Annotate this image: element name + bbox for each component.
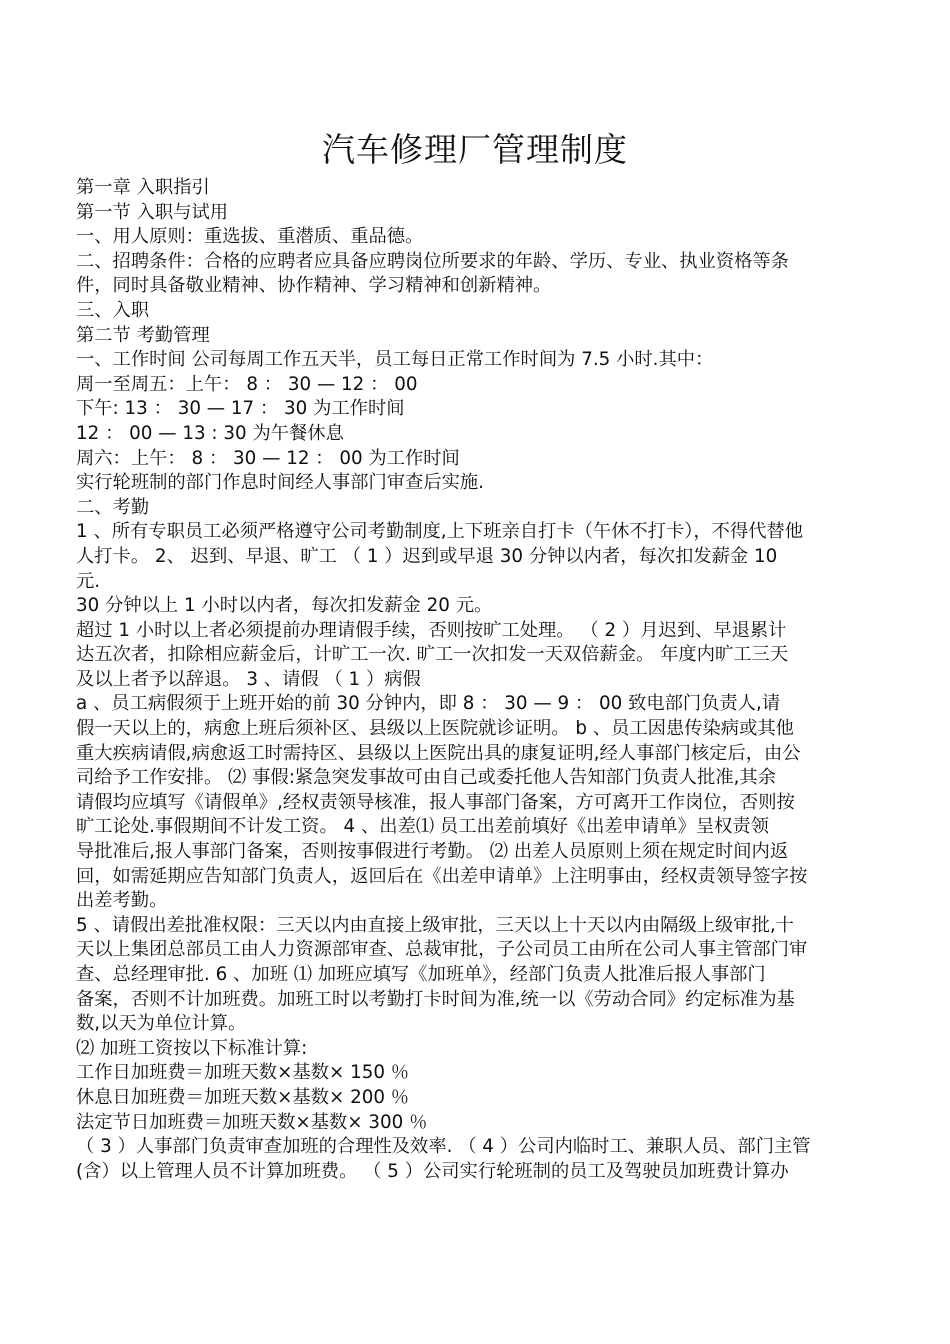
text-line: （ 3 ）人事部门负责审查加班的合理性及效率. （ 4 ）公司内临时工、兼职人员、部门主管 [76, 1136, 811, 1158]
text-line: 及以上者予以辞退。 3 、请假 （ 1 ）病假 [76, 668, 421, 690]
text-line: 旷工论处.事假期间不计发工资。 4 、出差⑴ 员工出差前填好《出差申请单》呈权责领 [76, 816, 769, 838]
text-line: 数,以天为单位计算。 [76, 1013, 247, 1035]
text-line: 二、考勤 [76, 496, 150, 518]
text-line: 实行轮班制的部门作息时间经人事部门审查后实施. [76, 472, 484, 494]
text-line: 重大疾病请假,病愈返工时需持区、县级以上医院出具的康复证明,经人事部门核定后，由公 [76, 742, 801, 764]
text-line: 一、用人原则：重选拔、重潜质、重品德。 [76, 226, 424, 248]
text-line: 第一节 入职与试用 [76, 201, 229, 223]
text-line: 法定节日加班费＝加班天数×基数× 300 ％ [76, 1111, 428, 1133]
text-line: 出差考勤。 [76, 890, 168, 912]
text-line: 一、工作时间 公司每周工作五天半，员工每日正常工作时间为 7.5 小时.其中： [76, 349, 714, 371]
text-line: 休息日加班费＝加班天数×基数× 200 ％ [76, 1086, 410, 1108]
text-line: 超过 1 小时以上者必须提前办理请假手续，否则按旷工处理。 （ 2 ）月迟到、早退累计 [76, 619, 787, 641]
text-line: 回，如需延期应告知部门负责人，返回后在《出差申请单》上注明事由，经权责领导签字按 [76, 865, 808, 887]
text-line: 第一章 入职指引 [76, 177, 210, 198]
text-line: 备案，否则不计加班费。加班工时以考勤打卡时间为准,统一以《劳动合同》约定标准为基 [76, 988, 795, 1010]
text-line: 三、入职 [76, 299, 150, 321]
text-line: 元. [76, 570, 101, 592]
text-line: 12 ： 00 — 13 : 30 为午餐休息 [76, 422, 344, 444]
text-line: (含）以上管理人员不计算加班费。 （ 5 ）公司实行轮班制的员工及驾驶员加班费计算办 [76, 1160, 789, 1182]
text-line: 二、招聘条件：合格的应聘者应具备应聘岗位所要求的年龄、学历、专业、执业资格等条 [76, 250, 789, 272]
text-line: 司给予工作安排。 ⑵ 事假:紧急突发事故可由自己或委托他人告知部门负责人批准,其余 [76, 767, 776, 789]
text-line: 查、总经理审批. 6 、加班 ⑴ 加班应填写《加班单》，经部门负责人批准后报人事部门 [76, 964, 766, 985]
text-line: a 、员工病假须于上班开始的前 30 分钟内，即 8 ： 30 — 9 ： 00 致电部门负责人,请 [76, 693, 781, 715]
text-line: 5 、请假出差批准权限：三天以内由直接上级审批，三天以上十天以内由隔级上级审批,十 [76, 914, 794, 936]
text-line: 工作日加班费＝加班天数×基数× 150 ％ [76, 1062, 410, 1084]
document-body [76, 176, 876, 1184]
text-line: 达五次者，扣除相应薪金后，计旷工一次. 旷工一次扣发一天双倍薪金。 年度内旷工三天 [76, 644, 789, 666]
text-line: 下午: 13 ： 30 — 17 ： 30 为工作时间 [76, 398, 405, 420]
text-line: 第二节 考勤管理 [76, 324, 210, 346]
text-line: 天以上集团总部员工由人力资源部审查、总裁审批，子公司员工由所在公司人事主管部门审 [76, 939, 808, 961]
text-line: 1 、所有专职员工必须严格遵守公司考勤制度,上下班亲自打卡（午休不打卡），不得代替他 [76, 521, 804, 543]
text-line: 件，同时具备敬业精神、协作精神、学习精神和创新精神。 [76, 275, 552, 297]
document-title: 汽车修理厂管理制度 [322, 130, 628, 169]
text-line: 人打卡。 2、 迟到、早退、旷工 （ 1 ）迟到或早退 30 分钟以内者，每次扣发薪金 10 [76, 545, 778, 567]
text-line: 假一天以上的，病愈上班后须补区、县级以上医院就诊证明。 b 、员工因患传染病或其他 [76, 718, 794, 740]
text-line: ⑵ 加班工资按以下标准计算: [76, 1037, 308, 1059]
text-line: 导批准后,报人事部门备案，否则按事假进行考勤。 ⑵ 出差人员原则上须在规定时间内返 [76, 841, 789, 863]
text-line: 请假均应填写《请假单》,经权责领导核准，报人事部门备案，方可离开工作岗位，否则按 [76, 791, 795, 813]
text-line: 周六：上午： 8 ： 30 — 12 ： 00 为工作时间 [76, 447, 460, 469]
text-line: 30 分钟以上 1 小时以内者，每次扣发薪金 20 元。 [76, 595, 493, 617]
text-line: 周一至周五：上午： 8 ： 30 — 12 ： 00 [76, 373, 418, 395]
